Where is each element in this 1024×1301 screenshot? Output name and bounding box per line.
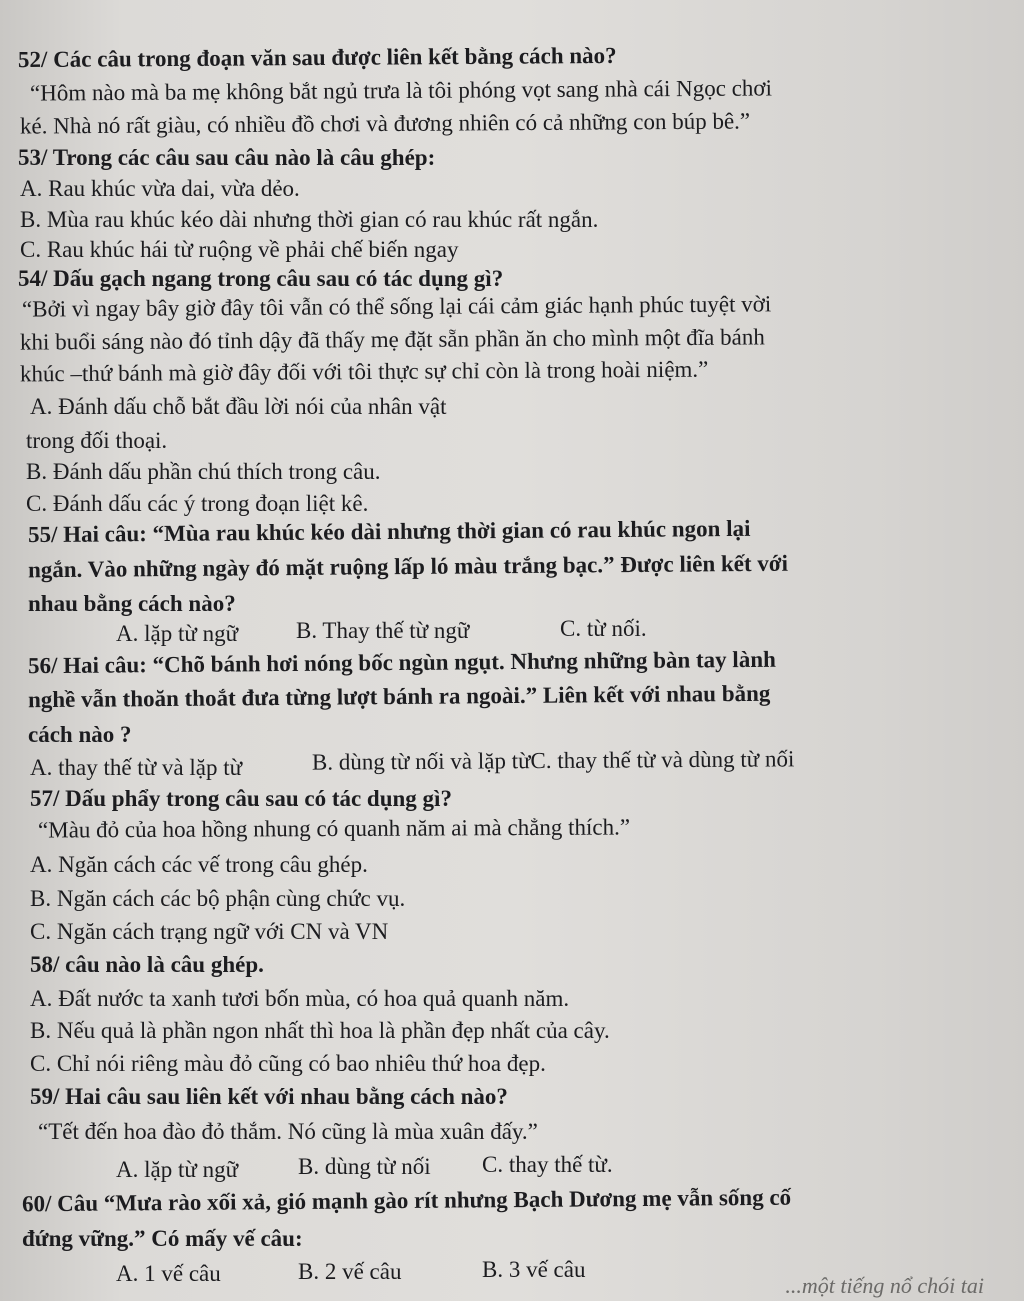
q57-option-a: A. Ngăn cách các vế trong câu ghép. — [30, 852, 368, 877]
q56-option-b-c: B. dùng từ nối và lặp từC. thay thế từ và dùng từ nối — [311, 746, 795, 775]
q56-question-line-3: cách nào ? — [28, 722, 132, 747]
q59-option-a: A. lặp từ ngữ — [116, 1157, 239, 1182]
q57-option-c: C. Ngăn cách trạng ngữ với CN và VN — [30, 919, 389, 944]
q52-quote-line-1: “Hôm nào mà ba mẹ không bắt ngủ trưa là tôi phóng vọt sang nhà cái Ngọc chơi — [29, 75, 772, 106]
q59-option-b: B. dùng từ nối — [298, 1154, 431, 1179]
q54-option-a-line-2: trong đối thoại. — [26, 428, 168, 453]
q54-option-a-line-1: A. Đánh dấu chỗ bắt đầu lời nói của nhân vật — [30, 394, 447, 419]
q53-option-b: B. Mùa rau khúc kéo dài nhưng thời gian có rau khúc rất ngắn. — [20, 207, 599, 232]
q55-question-line-2: ngắn. Vào những ngày đó mặt ruộng lấp ló màu trắng bạc.” Được liên kết với — [27, 550, 789, 583]
q60-option-c: B. 3 vế câu — [482, 1257, 586, 1282]
q54-quote-line-1: “Bởi vì ngay bây giờ đây tôi vẫn có thể sống lại cái cảm giác hạnh phúc tuyệt vời — [21, 291, 772, 322]
q56-option-a: A. thay thế từ và lặp từ — [30, 755, 243, 780]
q56-question-line-1: 56/ Hai câu: “Chõ bánh hơi nóng bốc ngùn ngụt. Nhưng những bàn tay lành — [27, 646, 776, 679]
q54-option-b: B. Đánh dấu phần chú thích trong câu. — [26, 459, 381, 484]
q59-quote: “Tết đến hoa đào đỏ thắm. Nó cũng là mùa xuân đấy.” — [38, 1119, 538, 1144]
q52-question: 52/ Các câu trong đoạn văn sau được liên kết bằng cách nào? — [17, 42, 617, 73]
q55-question-line-1: 55/ Hai câu: “Mùa rau khúc kéo dài nhưng thời gian có rau khúc ngon lại — [27, 515, 751, 548]
q57-quote: “Màu đỏ của hoa hồng nhung có quanh năm ai mà chẳng thích.” — [37, 814, 631, 843]
q56-question-line-2: nghề vẫn thoăn thoắt đưa từng lượt bánh ra ngoài.” Liên kết với nhau bằng — [27, 680, 771, 713]
q52-quote-line-2: ké. Nhà nó rất giàu, có nhiều đồ chơi và đương nhiên có cả những con búp bê.” — [19, 108, 751, 139]
q55-option-c: C. từ nối. — [560, 616, 647, 641]
q60-question-line-2: đứng vững.” Có mấy vế câu: — [22, 1226, 303, 1251]
q58-option-b: B. Nếu quả là phần ngon nhất thì hoa là phần đẹp nhất của cây. — [30, 1018, 610, 1043]
q54-option-c: C. Đánh dấu các ý trong đoạn liệt kê. — [26, 491, 369, 516]
q55-option-b: B. Thay thế từ ngữ — [296, 618, 470, 643]
q58-option-c: C. Chỉ nói riêng màu đỏ cũng có bao nhiêu thứ hoa đẹp. — [30, 1051, 546, 1076]
q53-option-a: A. Rau khúc vừa dai, vừa dẻo. — [20, 176, 300, 201]
q59-option-c: C. thay thế từ. — [482, 1152, 613, 1177]
q55-question-line-3: nhau bằng cách nào? — [28, 591, 236, 616]
q60-option-a: A. 1 vế câu — [116, 1261, 221, 1286]
q58-question: 58/ câu nào là câu ghép. — [30, 952, 264, 977]
q57-question: 57/ Dấu phẩy trong câu sau có tác dụng gì? — [30, 786, 452, 811]
q60-option-b: B. 2 vế câu — [298, 1259, 402, 1284]
q59-question: 59/ Hai câu sau liên kết với nhau bằng cách nào? — [30, 1084, 508, 1109]
bleed-through-text: ...một tiếng nổ chói tai — [785, 1273, 984, 1298]
q54-quote-line-2: khi buổi sáng nào đó tỉnh dậy đã thấy mẹ đặt sẵn phần ăn cho mình một đĩa bánh — [19, 324, 765, 355]
q57-option-b: B. Ngăn cách các bộ phận cùng chức vụ. — [30, 886, 406, 911]
q54-quote-line-3: khúc –thứ bánh mà giờ đây đối với tôi thực sự chỉ còn là trong hoài niệm.” — [19, 356, 709, 387]
q54-question: 54/ Dấu gạch ngang trong câu sau có tác dụng gì? — [18, 266, 504, 291]
q60-question-line-1: 60/ Câu “Mưa rào xối xả, gió mạnh gào rít nhưng Bạch Dương mẹ vẫn sống cố — [21, 1184, 792, 1217]
q58-option-a: A. Đất nước ta xanh tươi bốn mùa, có hoa quả quanh năm. — [30, 986, 570, 1011]
q53-question: 53/ Trong các câu sau câu nào là câu ghép: — [18, 145, 436, 170]
q55-option-a: A. lặp từ ngữ — [116, 621, 239, 646]
q53-option-c: C. Rau khúc hái từ ruộng về phải chế biến ngay — [20, 237, 459, 262]
